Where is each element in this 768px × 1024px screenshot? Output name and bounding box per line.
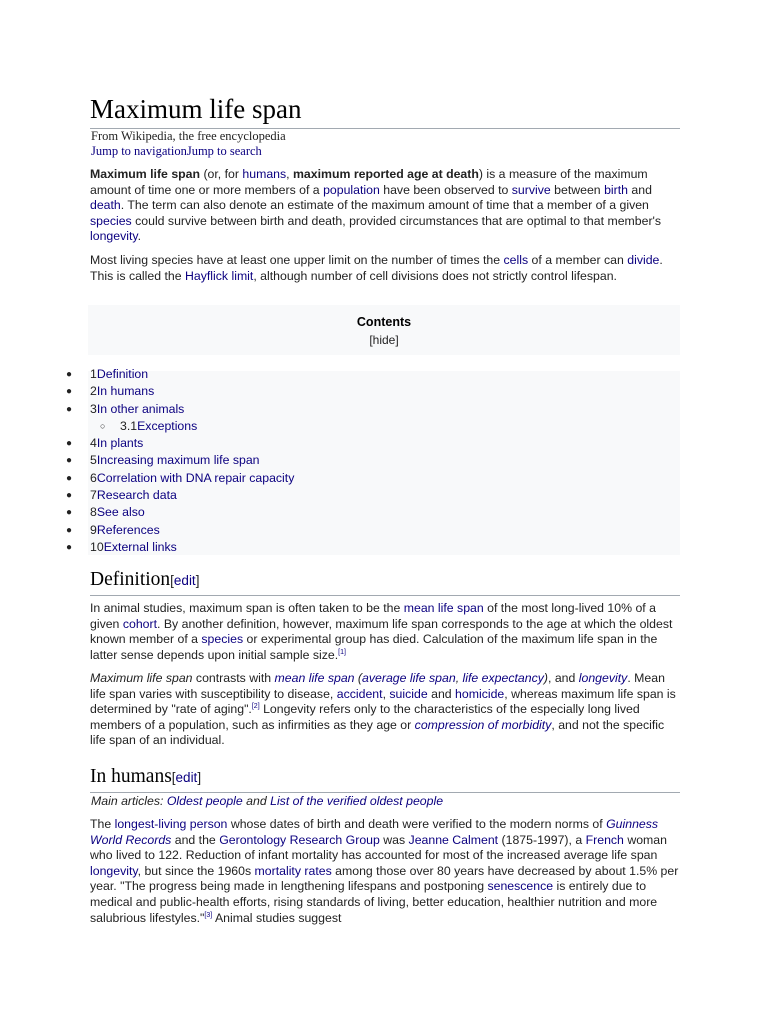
link-population[interactable]: population <box>323 182 380 197</box>
text: The <box>90 817 115 831</box>
toc-number-text: 4 <box>90 436 97 451</box>
text: among those over 80 years have decreased by about 1.5% per year. "The progress being made in lengthening lifespans and postponing <box>90 863 679 894</box>
toc-link[interactable]: In humans <box>96 384 155 399</box>
link-average-life-span[interactable]: average life span <box>362 671 456 685</box>
text: , <box>286 167 293 181</box>
toc-link[interactable]: In other animals <box>96 401 185 416</box>
text: woman who lived to 122. Reduction of infant mortality has accounted for most of the increased average life span <box>90 832 667 863</box>
bracket: ] <box>395 333 399 347</box>
toc-number-text: 2 <box>90 384 97 399</box>
heading-text: Definition <box>90 569 171 590</box>
hatnote <box>91 794 443 808</box>
definition-paragraph-1 <box>90 601 680 663</box>
text: . By another definition, however, maximum life span corresponds to the age at which the oldest known member of a <box>90 616 673 647</box>
text: whose dates of birth and death were verified to the modern norms of <box>227 817 607 831</box>
link-birth[interactable]: birth <box>604 182 628 197</box>
text: . <box>137 229 142 244</box>
link-mean-life-span[interactable]: mean life span <box>403 601 484 615</box>
bullet-icon: ● <box>66 455 73 467</box>
toc-number <box>90 452 260 469</box>
toc-number-text: 8 <box>90 505 97 520</box>
bullet-icon: ● <box>66 403 73 415</box>
text: In animal studies, maximum span is often taken to be the <box>90 601 404 615</box>
text: Animal studies suggest <box>212 910 342 925</box>
bullet-icon: ● <box>66 369 73 380</box>
link-longest-living-person[interactable]: longest-living person <box>114 817 228 831</box>
link-species[interactable]: species <box>201 632 244 647</box>
text: ( <box>354 671 363 685</box>
toc-number <box>90 383 154 400</box>
toc-link[interactable]: References <box>96 522 160 537</box>
link-homicide[interactable]: homicide <box>455 686 505 701</box>
toc-link[interactable]: External links <box>103 539 177 554</box>
jump-links <box>91 144 262 159</box>
text: Longevity refers only to the characteristics of the especially long lived members of a population, such as infirmities as they age or <box>90 702 640 732</box>
link-cohort[interactable]: cohort <box>122 616 158 631</box>
link-list-verified-oldest-people[interactable]: List of the verified oldest people <box>270 794 444 808</box>
toc-link[interactable]: Increasing maximum life span <box>96 453 260 468</box>
reference-link[interactable]: [3] <box>204 911 213 919</box>
link-suicide[interactable]: suicide <box>389 686 428 701</box>
toc-link[interactable]: Correlation with DNA repair capacity <box>96 470 295 485</box>
definition-paragraph-2 <box>90 671 680 749</box>
toc-link[interactable]: Research data <box>96 488 177 503</box>
text: , and <box>547 671 579 685</box>
text: or experimental group has died. Calculation of the maximum life span in the latter sense depends upon initial sample size. <box>90 632 658 662</box>
text: and <box>627 182 652 197</box>
link-humans[interactable]: humans <box>242 167 287 181</box>
text: . This is called the <box>90 253 663 283</box>
toc-number-text: 5 <box>90 453 97 468</box>
edit-section <box>170 573 199 588</box>
toc-hide-toggle <box>88 333 680 347</box>
text: , and not the specific life span of an individual. <box>90 717 665 748</box>
text: contrasts with <box>192 671 275 685</box>
text: . Mean life span varies with susceptibility to disease, <box>90 671 665 701</box>
text: , <box>455 671 463 685</box>
bracket: [ <box>369 333 373 347</box>
toc-number-text: 9 <box>90 522 97 537</box>
heading-text: In humans <box>90 766 172 787</box>
edit-link[interactable]: edit <box>173 573 196 588</box>
text: could survive between birth and death, provided circumstances that are optimal to that member's <box>131 213 662 228</box>
bullet-icon: ● <box>66 524 73 536</box>
link-mean-life-span[interactable]: mean life span <box>274 671 355 685</box>
text: , <box>382 686 390 701</box>
toc-link[interactable]: See also <box>96 505 145 520</box>
italic-term: Maximum life span <box>90 671 193 685</box>
bracket: [ <box>170 573 174 588</box>
toc-number-text: 6 <box>90 470 97 485</box>
section-heading-definition <box>90 568 680 596</box>
toc-number-text: 3 <box>90 401 97 416</box>
intro-paragraph-1 <box>90 167 680 245</box>
reference-link[interactable]: [2] <box>251 703 260 711</box>
link-compression-of-morbidity[interactable]: compression of morbidity <box>414 717 552 732</box>
bold-term: maximum reported age at death <box>293 167 479 181</box>
link-oldest-people[interactable]: Oldest people <box>166 794 243 808</box>
text: and <box>242 794 271 808</box>
tagline: From Wikipedia, the free encyclopedia <box>91 129 286 143</box>
bracket: ] <box>195 573 200 588</box>
text: Most living species have at least one upper limit on the number of times the <box>90 253 504 267</box>
section-heading-in-humans <box>90 765 680 793</box>
text: ) <box>543 671 548 685</box>
toc-number <box>120 418 197 435</box>
toc-number-text: 1 <box>90 367 97 381</box>
jump-to-navigation-link[interactable]: Jump to navigation <box>91 144 187 158</box>
link-longevity[interactable]: longevity <box>90 229 138 244</box>
link-divide[interactable]: divide <box>627 253 660 267</box>
bullet-icon: ● <box>66 472 73 484</box>
reference-link[interactable]: [1] <box>338 648 346 656</box>
bracket: ] <box>197 770 202 785</box>
bullet-icon: ● <box>66 386 73 398</box>
link-guinness-world-records[interactable]: Guinness World Records <box>90 817 659 847</box>
link-longevity[interactable]: longevity <box>90 863 138 878</box>
text: and the <box>171 832 220 847</box>
link-cells[interactable]: cells <box>503 253 529 267</box>
text: of a member can <box>528 253 628 267</box>
link-senescence[interactable]: senescence <box>487 879 554 894</box>
text: is entirely due to medical and public-health efforts, rising standards of living, better education, healthier nutrition and more salubrious lifestyles." <box>90 879 658 925</box>
toc-number-text: 7 <box>90 488 97 503</box>
toc-number-text: 10 <box>90 539 104 554</box>
toc-divider <box>88 355 680 371</box>
link-jeanne-calment[interactable]: Jeanne Calment <box>408 832 499 847</box>
bullet-icon: ● <box>66 490 73 502</box>
link-death[interactable]: death <box>90 198 121 213</box>
toc-link[interactable]: Exceptions <box>137 418 198 433</box>
link-life-expectancy[interactable]: life expectancy <box>462 671 544 685</box>
bullet-icon: ● <box>66 438 73 450</box>
edit-section <box>172 770 201 785</box>
text: , although number of cell divisions does not strictly control lifespan. <box>253 268 617 283</box>
italic-group <box>275 671 548 685</box>
text: ) is a measure of the maximum amount of time one or more members of a <box>90 167 648 197</box>
link-accident[interactable]: accident <box>336 686 383 701</box>
bold-term: Maximum life span <box>90 167 201 181</box>
jump-to-search-link[interactable]: Jump to search <box>186 144 262 158</box>
toc-number <box>90 539 177 556</box>
link-french[interactable]: French <box>585 832 624 847</box>
toc-number <box>90 401 184 418</box>
link-hayflick-limit[interactable]: Hayflick limit <box>185 268 254 283</box>
page-title: Maximum life span <box>90 92 680 129</box>
link-survive[interactable]: survive <box>511 182 551 197</box>
text: , whereas maximum life span is determined by "rate of aging". <box>90 686 676 717</box>
toc-number <box>90 435 143 452</box>
link-gerontology-research-group[interactable]: Gerontology Research Group <box>219 832 380 847</box>
text: (or, for <box>200 167 243 181</box>
toc-hide-button[interactable]: hide <box>372 333 396 347</box>
toc-link[interactable]: In plants <box>96 436 144 451</box>
link-mortality-rates[interactable]: mortality rates <box>254 863 332 878</box>
bullet-icon: ● <box>66 541 73 553</box>
link-longevity[interactable]: longevity <box>578 671 628 685</box>
toc-number <box>90 504 145 521</box>
toc-title: Contents <box>356 315 412 329</box>
toc-number <box>90 487 177 504</box>
toc-number <box>90 366 148 383</box>
bracket: [ <box>171 770 176 785</box>
text: of the most long-lived 10% of a given <box>90 601 656 631</box>
intro-paragraph-2 <box>90 253 680 284</box>
toc-number <box>90 522 160 539</box>
circle-bullet-icon: ○ <box>100 420 106 431</box>
toc-number <box>90 470 294 487</box>
bullet-icon: ● <box>66 507 73 519</box>
edit-link[interactable]: edit <box>175 770 198 785</box>
text: between <box>550 182 605 197</box>
text: Main articles: <box>91 794 167 808</box>
text: was <box>379 832 409 847</box>
toc-link[interactable]: Definition <box>96 367 149 381</box>
text: and <box>427 686 456 701</box>
text: , but since the 1960s <box>137 863 255 878</box>
text: (1875-1997), a <box>498 832 586 847</box>
text: have been observed to <box>379 182 512 197</box>
text: . The term can also denote an estimate of the maximum amount of time that a member of a given <box>120 198 649 213</box>
toc-number-text: 3.1 <box>120 418 138 433</box>
humans-paragraph-1 <box>90 817 680 926</box>
link-species[interactable]: species <box>90 213 132 228</box>
